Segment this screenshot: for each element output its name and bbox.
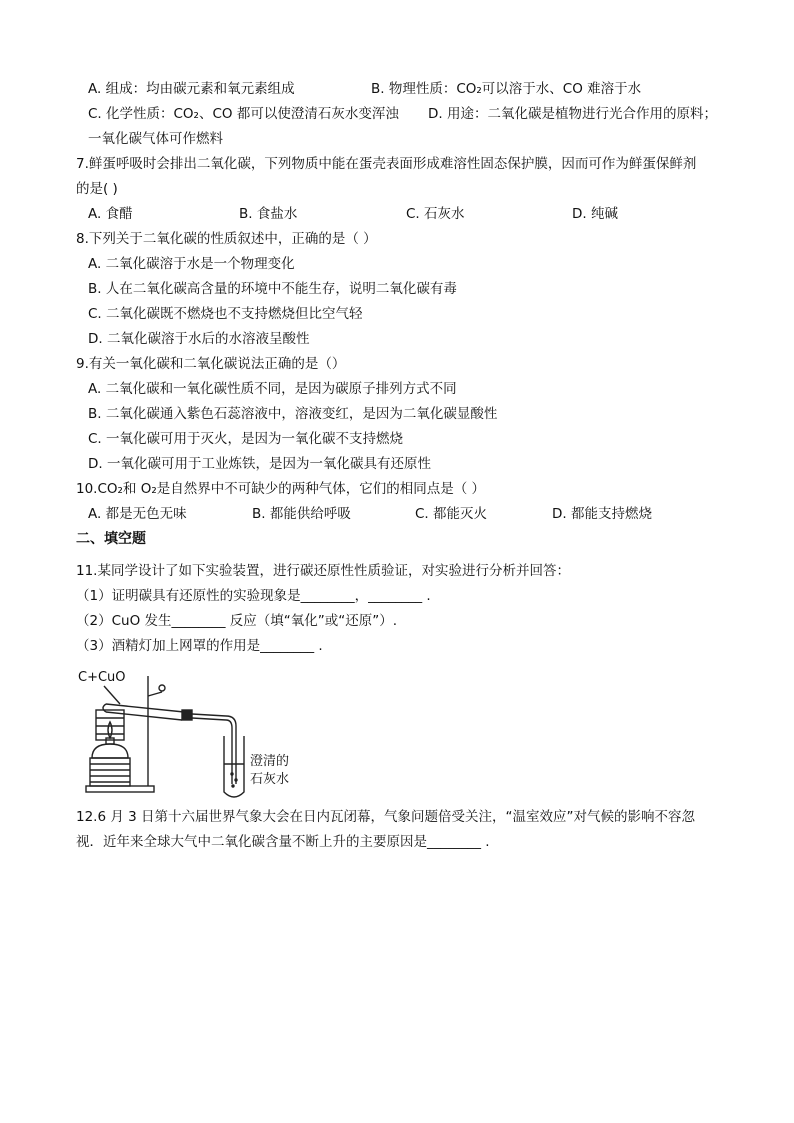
q7-stem: 7.鲜蛋呼吸时会排出二氧化碳，下列物质中能在蛋壳表面形成难溶性固态保护膜，因而可作为鲜蛋保鲜剂 [76, 156, 697, 172]
diagram-label-reactants: C+CuO [78, 670, 126, 685]
q8-option-d: D. 二氧化碳溶于水后的水溶液呈酸性 [88, 331, 310, 347]
q10-option-c: C. 都能灭火 [415, 506, 488, 522]
q6-option-b: B. 物理性质：CO₂可以溶于水、CO 难溶于水 [371, 81, 642, 97]
section-heading-fill-in: 二、填空题 [76, 531, 146, 547]
diagram-label-limewater-1: 澄清的 [250, 754, 290, 769]
q6-option-a: A. 组成：均由碳元素和氧元素组成 [88, 81, 295, 97]
q11-part-3: （3）酒精灯加上网罩的作用是________ . [76, 638, 323, 654]
tube-stopper [182, 710, 192, 720]
reaction-tube-end [103, 704, 106, 712]
q7-option-d: D. 纯碱 [572, 206, 618, 222]
q6-option-d: D. 用途：二氧化碳是植物进行光合作用的原料； [428, 106, 717, 122]
q7-option-c: C. 石灰水 [406, 206, 465, 222]
reaction-tube-top [106, 704, 184, 712]
alcohol-lamp-body [92, 744, 128, 758]
q9-option-b: B. 二氧化碳通入紫色石蕊溶液中，溶液变红，是因为二氧化碳显酸性 [88, 406, 498, 422]
q8-option-c: C. 二氧化碳既不燃烧也不支持燃烧但比空气轻 [88, 306, 363, 322]
carbon-reduction-apparatus-diagram [76, 668, 316, 808]
limewater-test-tube [224, 736, 244, 797]
q8-stem: 8.下列关于二氧化碳的性质叙述中，正确的是（ ） [76, 231, 377, 247]
stand-base [86, 786, 154, 792]
q10-stem: 10.CO₂和 O₂是自然界中不可缺少的两种气体，它们的相同点是（ ） [76, 481, 486, 497]
q7-option-a: A. 食醋 [88, 206, 133, 222]
q8-option-b: B. 人在二氧化碳高含量的环境中不能生存，说明二氧化碳有毒 [88, 281, 457, 297]
q9-option-a: A. 二氧化碳和一氧化碳性质不同，是因为碳原子排列方式不同 [88, 381, 457, 397]
q10-option-d: D. 都能支持燃烧 [552, 506, 652, 522]
lamp-flame [108, 722, 112, 738]
q9-option-d: D. 一氧化碳可用于工业炼铁，是因为一氧化碳具有还原性 [88, 456, 431, 472]
q6-option-d-cont: 一氧化碳气体可作燃料 [88, 131, 223, 147]
q9-option-c: C. 一氧化碳可用于灭火，是因为一氧化碳不支持燃烧 [88, 431, 404, 447]
q8-option-a: A. 二氧化碳溶于水是一个物理变化 [88, 256, 295, 272]
bubble-3 [232, 785, 234, 787]
clamp-screw [159, 685, 165, 691]
bubble-1 [231, 773, 233, 775]
q12-stem: 12.6 月 3 日第十六届世界气象大会在日内瓦闭幕，气象问题倍受关注，“温室效应”对气候的影响不容忽 [76, 809, 696, 825]
stand-clamp [148, 692, 162, 696]
label-pointer-line [104, 686, 120, 704]
reaction-tube-bottom [106, 712, 182, 720]
bubble-2 [235, 779, 237, 781]
q9-stem: 9.有关一氧化碳和二氧化碳说法正确的是（） [76, 356, 346, 372]
lamp-chimney [96, 710, 124, 740]
diagram-label-limewater-2: 石灰水 [250, 772, 290, 787]
apparatus-drawing [76, 668, 316, 808]
q12-stem-cont: 视．近年来全球大气中二氧化碳含量不断上升的主要原因是________ . [76, 834, 490, 850]
delivery-tube-2 [192, 718, 226, 720]
q7-stem-cont: 的是( ) [76, 181, 118, 197]
q11-stem: 11.某同学设计了如下实验装置，进行碳还原性性质验证，对实验进行分析并回答： [76, 563, 570, 579]
delivery-tube-1 [192, 714, 226, 716]
q11-part-1: （1）证明碳具有还原性的实验现象是________，________ . [76, 588, 431, 604]
q11-part-2: （2）CuO 发生________ 反应（填“氧化”或“还原”）. [76, 613, 398, 629]
q6-option-c: C. 化学性质：CO₂、CO 都可以使澄清石灰水变浑浊 [88, 106, 399, 122]
q7-option-b: B. 食盐水 [239, 206, 298, 222]
q10-option-b: B. 都能供给呼吸 [252, 506, 351, 522]
q10-option-a: A. 都是无色无味 [88, 506, 187, 522]
